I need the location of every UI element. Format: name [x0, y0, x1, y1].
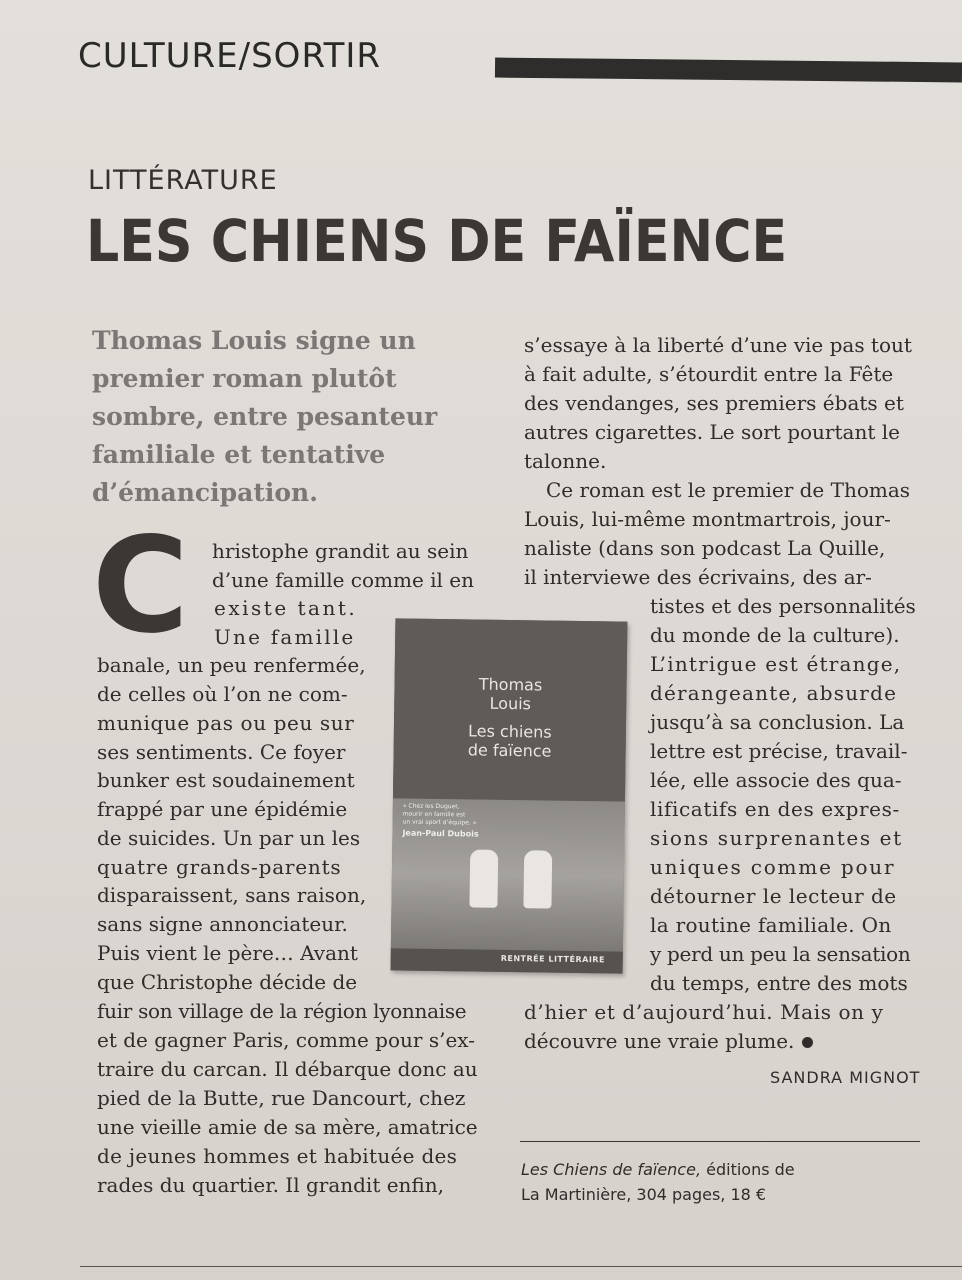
body-line: du monde de la culture).	[650, 623, 900, 647]
body-line: banale, un peu renfermée,	[97, 653, 366, 677]
body-line: Une famille	[214, 625, 356, 649]
body-line: sans signe annonciateur.	[97, 912, 348, 936]
body-line	[524, 1027, 813, 1056]
body-line: quatre grands-parents	[97, 855, 342, 879]
body-line: rades du quartier. Il grandit enfin,	[97, 1173, 445, 1197]
body-line: lettre est précise, travail-	[650, 739, 908, 763]
body-line: naliste (dans son podcast La Quille,	[524, 536, 886, 560]
body-line: autres cigarettes. Le sort pourtant le	[524, 420, 900, 444]
body-line: de jeunes hommes et habituée des	[97, 1144, 458, 1168]
book-credit	[521, 1157, 795, 1207]
book-cover-title: Les chiens de faïence	[467, 721, 552, 761]
credit-publisher: éditions de	[701, 1160, 795, 1179]
body-line: du temps, entre des mots	[650, 971, 908, 995]
body-line: y perd un peu la sensation	[650, 942, 911, 966]
body-line: lificatifs en des expres-	[650, 797, 900, 821]
body-line: munique pas ou peu sur	[97, 711, 355, 735]
figure-shape	[523, 850, 552, 908]
body-line: de suicides. Un par un les	[97, 826, 361, 850]
body-line: la routine familiale. On	[650, 913, 892, 937]
body-line: hristophe grandit au sein	[212, 539, 469, 563]
body-line: existe tant.	[214, 596, 358, 620]
body-line: dérangeante, absurde	[650, 681, 898, 705]
article-kicker: LITTÉRATURE	[88, 165, 278, 196]
body-line: à fait adulte, s’étourdit entre la Fête	[524, 362, 894, 386]
body-line: Louis, lui-même montmartrois, jour-	[524, 507, 891, 531]
body-line: traire du carcan. Il débarque donc au	[97, 1057, 478, 1081]
credit-book-title: Les Chiens de faïence,	[521, 1160, 702, 1179]
body-line: tistes et des personnalités	[650, 594, 916, 618]
body-line: uniques comme pour	[650, 855, 896, 879]
body-line: d’hier et d’aujourd’hui. Mais on y	[524, 1000, 884, 1024]
body-line: L’intrigue est étrange,	[650, 652, 902, 676]
body-line: sions surprenantes et	[650, 826, 903, 850]
credit-rule	[520, 1141, 920, 1142]
body-line: bunker est soudainement	[97, 768, 355, 792]
body-line: que Christophe décide de	[97, 970, 358, 994]
drop-cap: C	[92, 509, 189, 663]
body-line: Puis vient le père… Avant	[97, 941, 358, 965]
book-cover-image	[391, 618, 628, 973]
credit-details: La Martinière, 304 pages, 18 €	[521, 1185, 767, 1204]
book-cover-band-text: RENTRÉE LITTÉRAIRE	[500, 953, 606, 965]
body-line: il interviewe des écrivains, des ar-	[524, 565, 872, 589]
book-cover-quote: « Chez les Duguet, mourir en famille est un vrai sport d’équipe. »	[402, 802, 477, 827]
article-headline: LES CHIENS DE FAÏENCE	[86, 207, 788, 275]
body-line: fuir son village de la région lyonnaise	[97, 999, 467, 1023]
body-line: talonne.	[524, 449, 607, 473]
body-line: et de gagner Paris, comme pour s’ex-	[97, 1028, 475, 1052]
body-line: s’essaye à la liberté d’une vie pas tout	[524, 333, 912, 357]
chapo-line: d’émancipation.	[92, 478, 318, 507]
body-line: jusqu’à sa conclusion. La	[650, 710, 905, 734]
body-line: une vieille amie de sa mère, amatrice	[97, 1115, 478, 1139]
body-line: détourner le lecteur de	[650, 884, 897, 908]
chapo-line: sombre, entre pesanteur	[92, 402, 438, 431]
body-line: d’une famille comme il en	[212, 568, 475, 592]
body-line-text: découvre une vraie plume.	[524, 1029, 795, 1053]
body-line: de celles où l’on ne com-	[97, 682, 348, 706]
chapo-line: Thomas Louis signe un	[92, 326, 416, 355]
book-cover-author: Thomas Louis	[478, 674, 543, 714]
body-line: des vendanges, ses premiers ébats et	[524, 391, 904, 415]
article-chapo	[92, 322, 497, 512]
body-line: frappé par une épidémie	[97, 797, 348, 821]
body-line: lée, elle associe des qua-	[650, 768, 902, 792]
bottom-rule	[80, 1266, 962, 1267]
section-label: CULTURE/SORTIR	[78, 36, 382, 76]
book-cover-quote-author: Jean-Paul Dubois	[402, 828, 479, 839]
figure-shape	[469, 849, 498, 907]
body-line: disparaissent, sans raison,	[97, 883, 367, 907]
body-line: ses sentiments. Ce foyer	[97, 740, 346, 764]
body-line: pied de la Butte, rue Dancourt, chez	[97, 1086, 466, 1110]
section-rule	[495, 58, 962, 83]
end-mark-icon	[802, 1037, 813, 1048]
chapo-line: familiale et tentative	[92, 440, 386, 469]
chapo-line: premier roman plutôt	[92, 364, 397, 393]
body-line: Ce roman est le premier de Thomas	[546, 478, 911, 502]
author-signature: SANDRA MIGNOT	[770, 1068, 921, 1087]
